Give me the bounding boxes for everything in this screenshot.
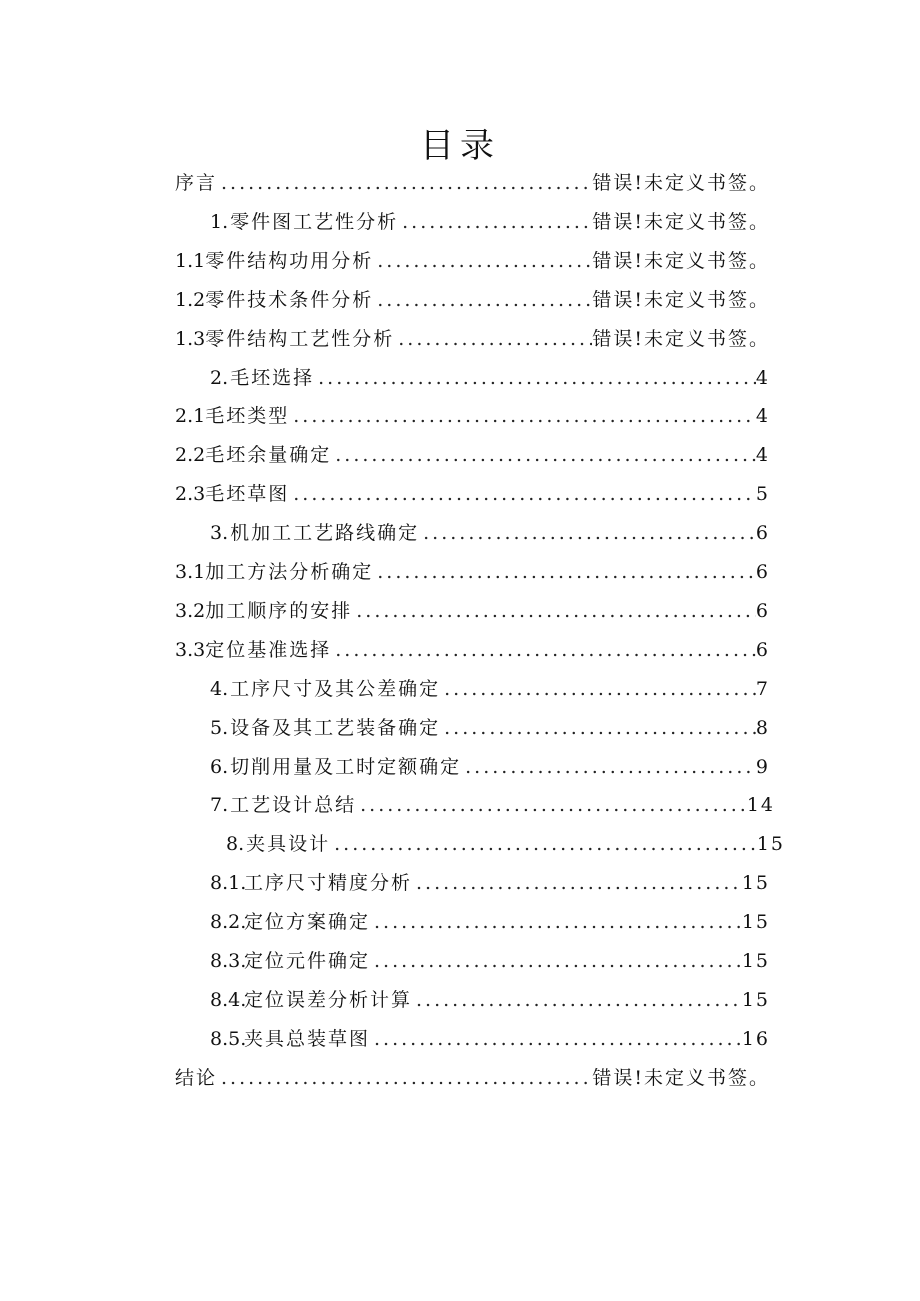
toc-entry-page: 4 <box>755 366 770 389</box>
toc-entry-label: 零件技术条件分析 <box>205 288 374 311</box>
toc-entry-number: 2.1 <box>175 405 206 428</box>
toc-entry[interactable] <box>210 207 770 237</box>
toc-entry-label: .设备及其工艺装备确定 <box>222 716 441 739</box>
toc-dot-leader <box>356 790 747 820</box>
page-title: 目录 <box>420 126 500 166</box>
toc-entry-number: 8.3. <box>210 950 247 972</box>
toc-entry-number: 6 <box>210 755 223 778</box>
toc-dot-leader <box>289 479 756 509</box>
toc-entry-page: 错误!未定义书签。 <box>592 288 770 311</box>
toc-entry[interactable] <box>175 401 770 431</box>
toc-entry-number: 7 <box>210 794 223 817</box>
toc-entry-label: 定位元件确定 <box>244 950 371 972</box>
toc-entry-number: 1.2 <box>175 288 206 311</box>
toc-dot-leader <box>217 1063 592 1093</box>
toc-entry-page: 错误!未定义书签。 <box>592 172 770 194</box>
toc-entry[interactable] <box>175 635 770 665</box>
toc-dot-leader <box>370 1024 742 1054</box>
toc-entry-page: 4 <box>755 444 770 467</box>
toc-entry-label: .零件图工艺性分析 <box>222 210 399 233</box>
toc-entry-number: 3.1 <box>175 561 206 583</box>
toc-entry-number: 1.3 <box>175 327 206 350</box>
toc-entry-number: 8.4. <box>210 988 247 1011</box>
toc-entry-number: 3 <box>210 522 223 545</box>
toc-entry[interactable] <box>175 285 770 315</box>
toc-entry-page: 15 <box>741 911 770 934</box>
toc-dot-leader <box>373 285 592 315</box>
toc-dot-leader <box>412 868 742 898</box>
toc-entry-number: 4 <box>210 677 223 700</box>
toc-entry-label: 加工顺序的安排 <box>205 599 353 622</box>
toc-dot-leader <box>352 596 756 626</box>
toc-entry-label: .工序尺寸及其公差确定 <box>222 677 441 700</box>
toc-entry-number: 8.5. <box>210 1027 247 1050</box>
toc-dot-leader <box>461 752 756 782</box>
toc-entry-label: 结论 <box>175 1066 218 1089</box>
toc-entry-label: 工序尺寸精度分析 <box>244 872 413 895</box>
toc-dot-leader <box>440 713 756 743</box>
toc-entry-page: 错误!未定义书签。 <box>592 1066 770 1089</box>
toc-dot-leader <box>330 829 757 859</box>
toc-entry-page: 14 <box>746 794 775 817</box>
toc-entry[interactable] <box>226 829 785 859</box>
toc-dot-leader <box>314 363 756 393</box>
toc-entry-label: .工艺设计总结 <box>222 794 357 817</box>
toc-entry-number: 1.1 <box>175 249 206 272</box>
toc-entry-label: 夹具总装草图 <box>244 1027 371 1050</box>
toc-entry[interactable] <box>175 324 770 354</box>
toc-entry-page: 16 <box>741 1027 770 1050</box>
toc-dot-leader <box>289 401 756 431</box>
toc-entry-label: .切削用量及工时定额确定 <box>222 755 462 778</box>
toc-entry-label: 定位误差分析计算 <box>244 988 413 1011</box>
toc-entry-number: 2.3 <box>175 483 206 506</box>
toc-entry[interactable] <box>210 985 770 1015</box>
toc-entry-label: 毛坯余量确定 <box>205 444 332 467</box>
toc-entry-label: 加工方法分析确定 <box>205 561 374 583</box>
toc-entry[interactable] <box>175 557 770 587</box>
toc-entry[interactable] <box>175 440 770 470</box>
toc-entry[interactable] <box>210 363 770 393</box>
toc-entry[interactable] <box>210 752 770 782</box>
toc-entry[interactable] <box>175 1063 770 1093</box>
toc-entry[interactable] <box>210 907 770 937</box>
toc-entry-label: 定位方案确定 <box>244 911 371 934</box>
toc-entry-label: 毛坯类型 <box>205 405 290 428</box>
toc-entry-page: 8 <box>755 716 770 739</box>
toc-entry[interactable] <box>175 246 770 276</box>
toc-entry-label: .夹具设计 <box>238 833 331 856</box>
toc-entry-label: 零件结构工艺性分析 <box>205 327 395 350</box>
toc-entry-number: 5 <box>210 716 223 739</box>
toc-entry-page: 错误!未定义书签。 <box>592 210 770 233</box>
toc-entry[interactable] <box>210 946 770 976</box>
toc-entry-number: 8 <box>226 833 239 856</box>
toc-entry-page: 15 <box>741 872 770 895</box>
toc-dot-leader <box>331 440 756 470</box>
toc-entry-label: .机加工工艺路线确定 <box>222 522 420 545</box>
toc-dot-leader <box>440 674 756 704</box>
toc-entry-page: 15 <box>741 950 770 972</box>
toc-entry-label: 零件结构功用分析 <box>205 249 374 272</box>
toc-entry-page: 5 <box>755 483 770 506</box>
toc-entry-page: 6 <box>755 638 770 661</box>
toc-dot-leader <box>217 168 592 198</box>
toc-entry[interactable] <box>210 1024 770 1054</box>
toc-entry[interactable] <box>175 168 770 198</box>
toc-entry-number: 8.1. <box>210 872 247 895</box>
toc-entry-number: 1 <box>210 210 223 233</box>
toc-entry-number: 8.2. <box>210 911 247 934</box>
toc-entry[interactable] <box>210 713 770 743</box>
toc-entry-number: 3.3 <box>175 638 206 661</box>
toc-entry[interactable] <box>210 674 770 704</box>
toc-entry-page: 6 <box>755 561 770 583</box>
toc-entry-page: 9 <box>755 755 770 778</box>
toc-entry-label: .毛坯选择 <box>222 366 315 389</box>
toc-dot-leader <box>373 557 756 587</box>
toc-entry[interactable] <box>175 479 770 509</box>
toc-dot-leader <box>370 946 742 976</box>
toc-entry-page: 6 <box>755 522 770 545</box>
toc-entry-number: 2 <box>210 366 223 389</box>
toc-entry[interactable] <box>175 596 770 626</box>
toc-entry-label: 序言 <box>175 172 218 194</box>
toc-dot-leader <box>419 518 756 548</box>
toc-dot-leader <box>331 635 756 665</box>
toc-entry-label: 定位基准选择 <box>205 638 332 661</box>
toc-dot-leader <box>394 324 592 354</box>
toc-entry[interactable] <box>210 518 770 548</box>
toc-entry-page: 4 <box>755 405 770 428</box>
toc-entry-page: 错误!未定义书签。 <box>592 327 770 350</box>
toc-entry-page: 6 <box>755 599 770 622</box>
toc-entry-page: 7 <box>755 677 770 700</box>
toc-entry-number: 2.2 <box>175 444 206 467</box>
toc-dot-leader <box>398 207 592 237</box>
toc-entry-number: 3.2 <box>175 599 206 622</box>
toc-entry-page: 15 <box>741 988 770 1011</box>
toc-dot-leader <box>412 985 742 1015</box>
toc-entry-page: 错误!未定义书签。 <box>592 249 770 272</box>
toc-dot-leader <box>373 246 592 276</box>
toc-entry-label: 毛坯草图 <box>205 483 290 506</box>
toc-dot-leader <box>370 907 742 937</box>
toc-entry-page: 15 <box>756 833 785 856</box>
toc-entry[interactable] <box>210 868 770 898</box>
toc-entry[interactable] <box>210 790 775 820</box>
